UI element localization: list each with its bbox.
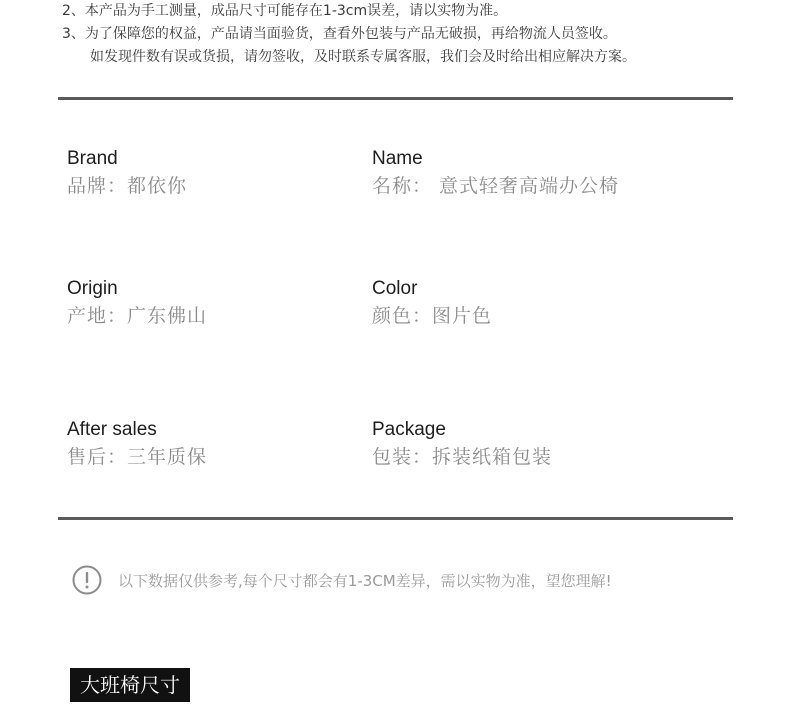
spec-origin-value: 产地：广东佛山 (67, 305, 208, 327)
exclamation-circle-icon (72, 565, 102, 595)
notes-block (62, 0, 762, 69)
spec-name-label: Name (372, 148, 423, 169)
size-notice (72, 565, 612, 595)
spec-color-label: Color (372, 278, 418, 299)
note-line-2: 2、本产品为手工测量，成品尺寸可能存在1-3cm误差，请以实物为准。 (62, 3, 508, 19)
spec-package-label: Package (372, 419, 446, 440)
spec-package (372, 418, 552, 472)
spec-after-sales (67, 418, 207, 472)
note-line-3-continued: 如发现件数有误或货损，请勿签收，及时联系专属客服，我们会及时给出相应解决方案。 (90, 49, 636, 65)
spec-brand (67, 147, 187, 201)
spec-brand-label: Brand (67, 148, 118, 169)
spec-after-sales-label: After sales (67, 419, 157, 440)
notice-text: 以下数据仅供参考,每个尺寸都会有1-3CM差异，需以实物为准，望您理解! (118, 571, 612, 590)
spec-name (372, 147, 619, 201)
spec-package-value: 包装：拆装纸箱包装 (372, 446, 553, 468)
spec-name-value: 名称： 意式轻奢高端办公椅 (372, 175, 620, 197)
top-divider (58, 97, 733, 100)
bottom-divider (58, 517, 733, 520)
spec-origin (67, 277, 207, 331)
note-line-3: 3、为了保障您的权益，产品请当面验货，查看外包装与产品无破损，再给物流人员签收。 (62, 26, 617, 42)
spec-brand-value: 品牌：都依你 (67, 175, 188, 197)
spec-origin-label: Origin (67, 278, 118, 299)
spec-color (372, 277, 492, 331)
spec-after-sales-value: 售后：三年质保 (67, 446, 208, 468)
section-title: 大班椅尺寸 (70, 668, 190, 702)
spec-color-value: 颜色：图片色 (372, 305, 493, 327)
